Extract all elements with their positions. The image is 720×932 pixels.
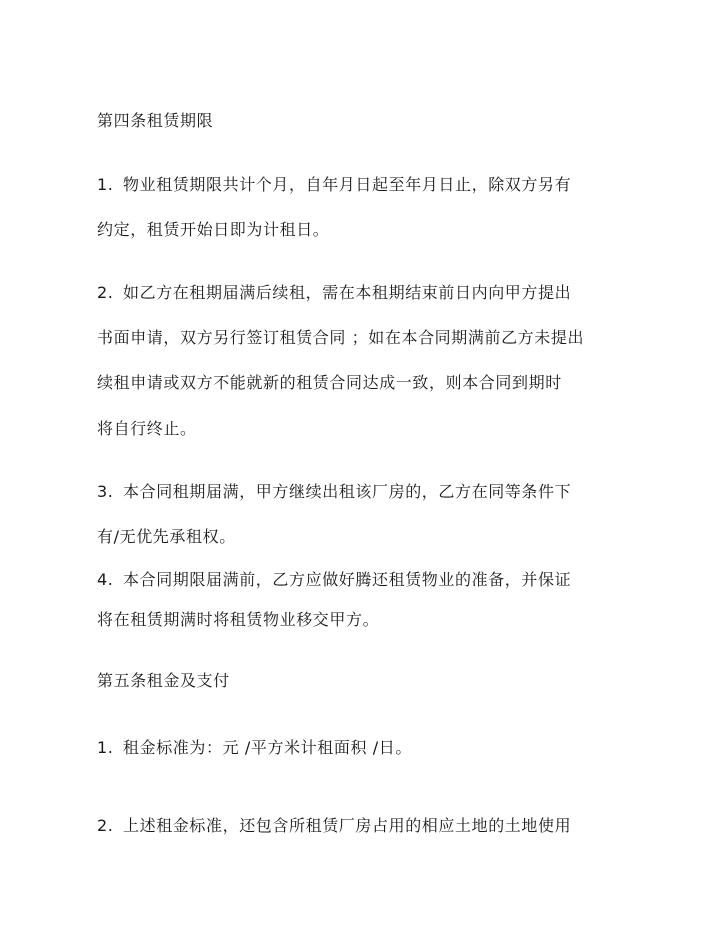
section-4-item-2-line-2: 书面申请，双方另行签订租赁合同 ；如在本合同期满前乙方未提出 — [97, 328, 585, 347]
section-4-item-1-line-2: 约定，租赁开始日即为计租日。 — [97, 220, 330, 239]
item-text: 如乙方在租期届满后续租，需在本租期结束前日内向甲方提出 — [123, 283, 572, 302]
item-number: 2. — [97, 283, 114, 302]
item-number: 3. — [97, 482, 114, 501]
item-number: 1. — [97, 175, 114, 194]
section-4-item-3-line-1 — [97, 481, 571, 503]
section-5-item-2-line-1 — [97, 815, 571, 837]
item-text: 上述租金标准，还包含所租赁厂房占用的相应土地的土地使用 — [123, 816, 572, 835]
item-number: 1. — [97, 738, 114, 757]
section-5-item-1-line-1 — [97, 737, 412, 759]
section-4-item-2-line-3: 续租申请或双方不能就新的租赁合同达成一致，则本合同到期时 — [97, 373, 562, 392]
section-4-item-3-line-2: 有/无优先承租权。 — [97, 527, 236, 546]
item-text: 本合同期限届满前，乙方应做好腾还租赁物业的准备，并保证 — [123, 570, 572, 589]
item-text: 物业租赁期限共计个月，自年月日起至年月日止，除双方另有 — [123, 175, 572, 194]
item-number: 2. — [97, 816, 114, 835]
item-text: 租金标准为：元 /平方米计租面积 /日。 — [123, 738, 412, 757]
section-4-item-1-line-1 — [97, 174, 571, 196]
section-4-item-4-line-1 — [97, 569, 571, 591]
section-4-heading: 第四条租赁期限 — [97, 111, 214, 130]
section-4-item-4-line-2: 将在租赁期满时将租赁物业移交甲方。 — [97, 610, 380, 629]
section-4-item-2-line-1 — [97, 282, 571, 304]
item-text: 本合同租期届满，甲方继续出租该厂房的，乙方在同等条件下 — [123, 482, 572, 501]
item-number: 4. — [97, 570, 114, 589]
section-5-heading: 第五条租金及支付 — [97, 671, 230, 690]
section-4-item-2-line-4: 将自行终止。 — [97, 419, 197, 438]
